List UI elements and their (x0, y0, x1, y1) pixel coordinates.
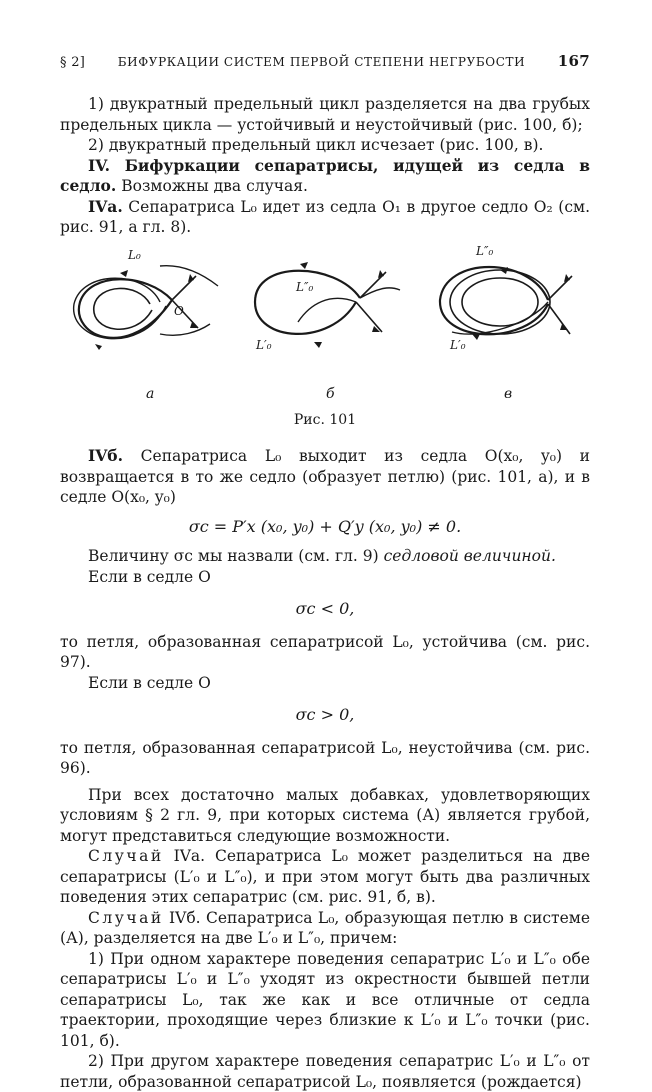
formula-sigma: σc = P′x (x₀, y₀) + Q′y (x₀, y₀) ≠ 0. (188, 516, 462, 536)
paragraph-10: то петля, образованная сепаратрисой L₀, неустойчива (см. рис. 96). (60, 738, 590, 777)
paragraph-6 (60, 546, 590, 567)
paragraph-1: 1) двукратный предельный цикл разделяется на два грубых предельных цикла — устойчивый и неустойчивый (рис. 100, б); (60, 95, 590, 134)
label-c-L1: L′₀ (450, 337, 466, 352)
paragraph-9: Если в седле O (88, 673, 211, 692)
label-a-O: O (174, 303, 184, 318)
paragraph-2: 2) двукратный предельный цикл исчезает (рис. 100, в). (88, 136, 544, 154)
label-c-L2: L″₀ (476, 243, 494, 258)
paragraph-5-text: Сепаратриса L₀ выходит из седла O(x₀, y₀) и возвращается в то же седло (образует петлю) (рис. 101, а), и в седле O(x₀, y₀) (60, 447, 590, 506)
running-header (60, 52, 590, 70)
paragraph-7: Если в седле O (88, 567, 211, 586)
paragraph-8: то петля, образованная сепаратрисой L₀, устойчива (см. рис. 97). (60, 632, 590, 671)
paragraph-4-text: Сепаратриса L₀ идет из седла O₁ в другое седло O₂ (см. рис. 91, а гл. 8). (60, 197, 590, 236)
paragraph-11: При всех достаточно малых добавках, удовлетворяющих условиям § 2 гл. 9, при которых система (А) является грубой, могут представиться следующие возможности. (60, 785, 590, 845)
heading-ivb: IVб. (88, 446, 124, 465)
term-saddle-value: седловой величиной. (383, 547, 556, 565)
label-a-L0: L₀ (128, 247, 141, 262)
label-b-L1: L′₀ (256, 337, 272, 352)
heading-iva: IVа. (88, 196, 123, 216)
spiral-a-inner (94, 288, 152, 329)
figure-101-drawing (60, 242, 590, 410)
figure-caption: Рис. 101 (293, 411, 357, 428)
case-label-ivb: Случай (88, 908, 164, 927)
paragraph-13 (60, 908, 590, 949)
label-b-L2: L″₀ (296, 279, 314, 294)
formula-negative: σc < 0, (295, 599, 355, 618)
subfigure-b: б (326, 385, 335, 402)
paragraph-6-text: Величину σc мы назвали (см. гл. 9) (88, 547, 384, 565)
running-title: БИФУРКАЦИИ СИСТЕМ ПЕРВОЙ СТЕПЕНИ НЕГРУБОСТИ (117, 55, 526, 69)
page (60, 52, 590, 1092)
heading-iv: IV. Бифуркации сепаратрисы, идущей из седла в седло. (60, 155, 590, 195)
formula-positive: σc > 0, (295, 705, 355, 724)
subfigure-c: в (504, 385, 513, 402)
paragraph-4 (60, 197, 590, 238)
section-mark: § 2] (60, 55, 86, 70)
paragraph-3-text: Возможны два случая. (116, 177, 308, 195)
figure-101 (60, 242, 590, 410)
page-number: 167 (557, 52, 590, 70)
subfigure-a: а (146, 385, 155, 402)
paragraph-12-text: IVа. Сепаратриса L₀ может разделиться на две сепаратрисы (L′₀ и L″₀), и при этом могут быть два различных поведения этих сепаратрис (см. рис. 91, б, в). (60, 847, 590, 906)
paragraph-12 (60, 846, 590, 908)
paragraph-3 (60, 156, 590, 197)
paragraph-15: 2) При другом характере поведения сепаратрис L′₀ и L″₀ от петли, образованной сепаратрисой L₀, появляется (рождается) (60, 1052, 590, 1091)
paragraph-5 (60, 446, 590, 508)
case-label-iva: Случай (88, 847, 164, 865)
paragraph-14: 1) При одном характере поведения сепаратрис L′₀ и L″₀ обе сепаратрисы L′₀ и L″₀ уходят из окрестности бывшей петли сепаратрисы L₀, так же как и все отличные от седла траектории, проходящие через близкие к L′₀ и L″₀ точки (рис. 101, б). (60, 949, 590, 1050)
paragraph-13-text: IVб. Сепаратриса L₀, образующая петлю в системе (А), разделяется на две L′₀ и L″₀, причем: (60, 908, 590, 947)
